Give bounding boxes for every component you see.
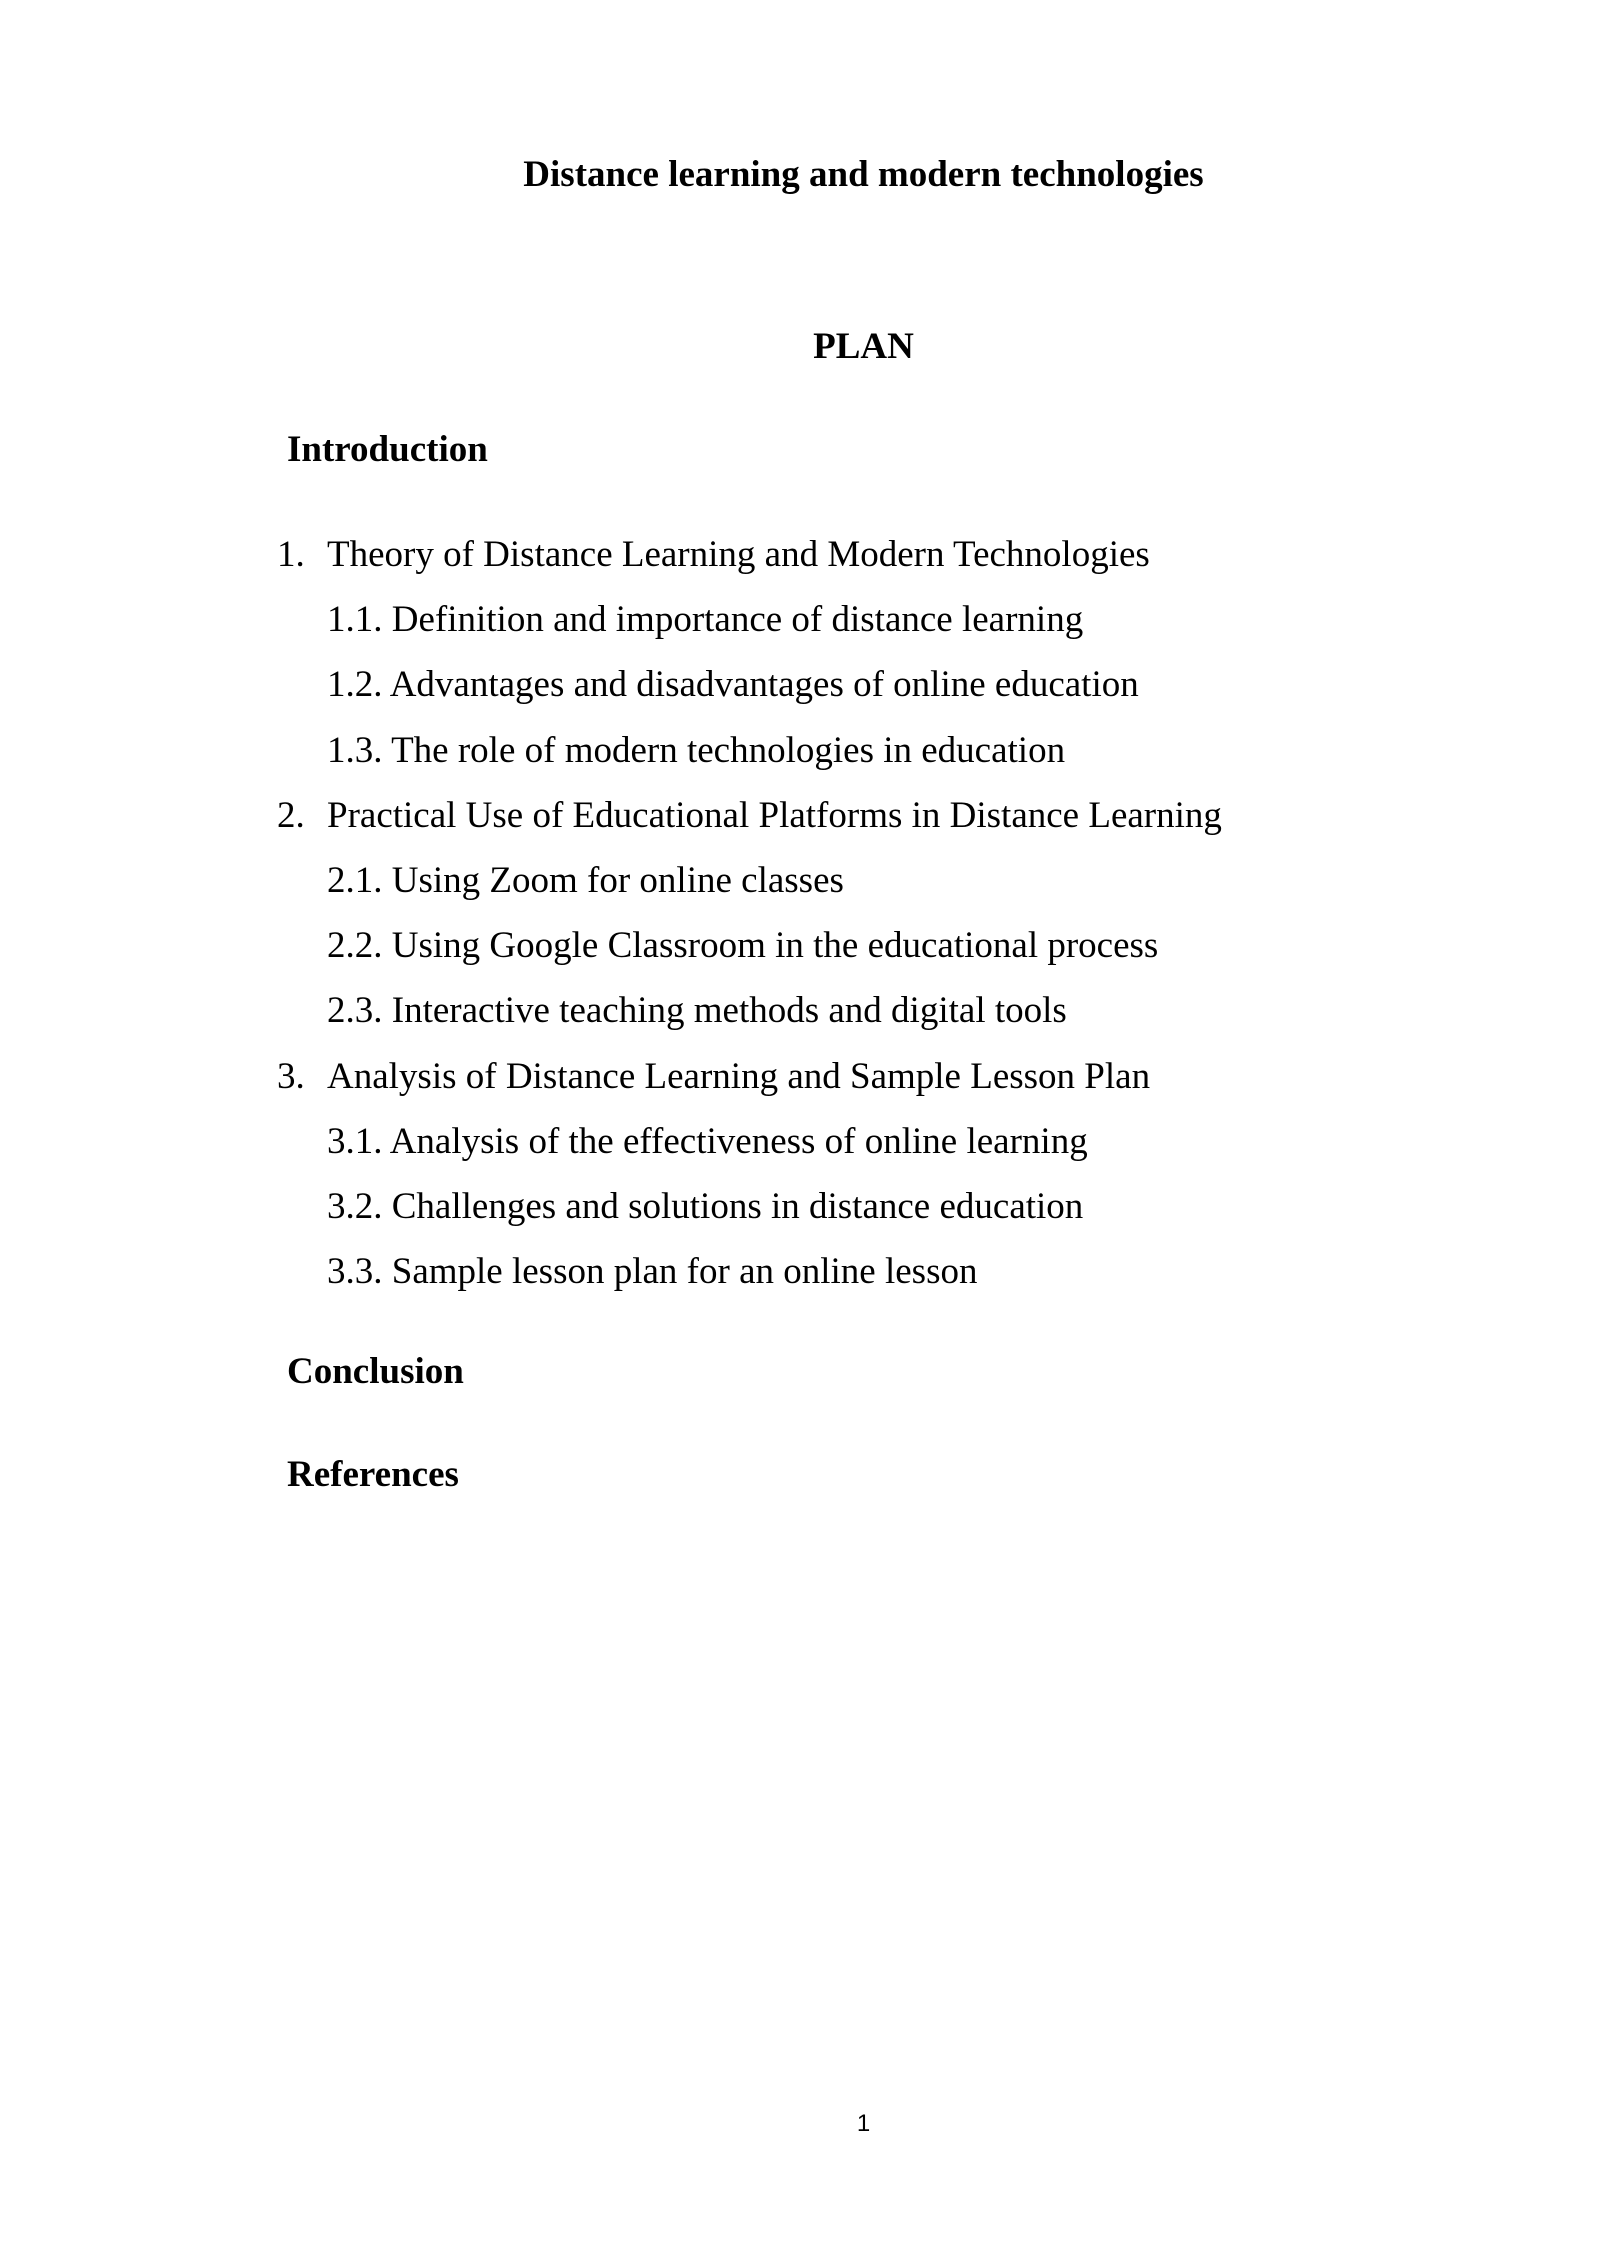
chapter-item <box>277 1050 1222 1115</box>
subsection-item: 1.2. Advantages and disadvantages of online education <box>327 664 1139 706</box>
page-number: 1 <box>856 2110 871 2137</box>
subsection-item: 3.2. Challenges and solutions in distance education <box>327 1185 1084 1227</box>
plan-outline <box>277 528 1222 1310</box>
chapter-item <box>277 789 1222 854</box>
subsection-item: 2.1. Using Zoom for online classes <box>327 859 844 901</box>
subsection-item: 1.3. The role of modern technologies in education <box>327 729 1066 771</box>
chapter-title: Practical Use of Educational Platforms in Distance Learning <box>327 794 1222 836</box>
conclusion-heading: Conclusion <box>287 1351 464 1392</box>
subsection-item: 2.3. Interactive teaching methods and digital tools <box>327 990 1067 1032</box>
chapter-title: Theory of Distance Learning and Modern Technologies <box>327 534 1150 575</box>
chapter-number: 1. <box>277 534 305 575</box>
subsection-item: 1.1. Definition and importance of distance learning <box>327 599 1084 641</box>
document-title: Distance learning and modern technologies <box>523 154 1204 195</box>
subsection-item: 2.2. Using Google Classroom in the educational process <box>327 925 1159 967</box>
chapter-number: 2. <box>277 794 305 836</box>
introduction-heading: Introduction <box>287 429 488 470</box>
plan-heading: PLAN <box>813 326 914 367</box>
chapter-title: Analysis of Distance Learning and Sample Lesson Plan <box>327 1055 1151 1097</box>
chapter-number: 3. <box>277 1055 305 1097</box>
subsection-item: 3.1. Analysis of the effectiveness of online learning <box>327 1120 1088 1162</box>
references-heading: References <box>287 1454 459 1495</box>
subsection-item: 3.3. Sample lesson plan for an online lesson <box>327 1251 978 1293</box>
chapter-item <box>277 528 1222 593</box>
